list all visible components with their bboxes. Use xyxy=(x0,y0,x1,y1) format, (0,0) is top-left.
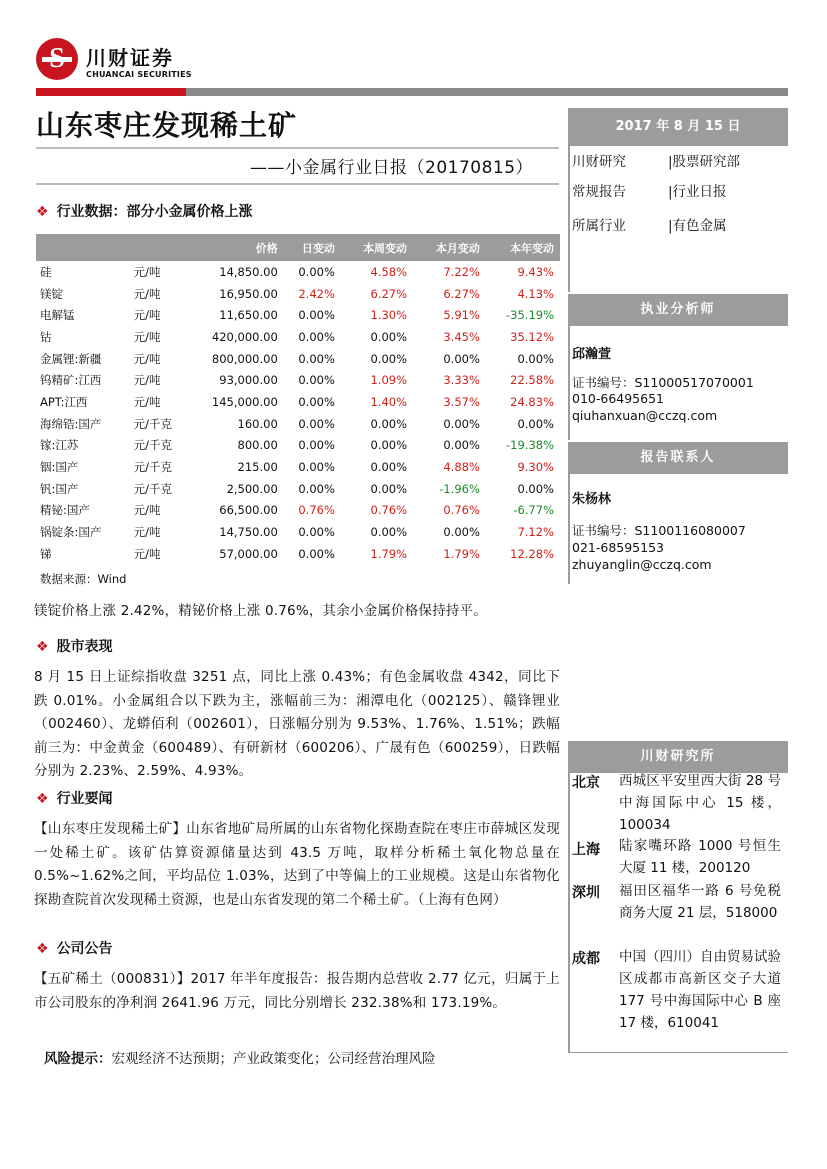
table-row xyxy=(36,391,560,413)
cell-month-change: 0.00% xyxy=(443,351,480,366)
cell-price: 145,000.00 xyxy=(211,394,278,409)
price-table xyxy=(36,234,560,565)
col-month: 本月变动 xyxy=(413,234,486,261)
table-row xyxy=(36,369,560,391)
table-row xyxy=(36,283,560,305)
cell-day-change: 0.00% xyxy=(298,525,335,540)
analyst-heading: 执业分析师 xyxy=(568,294,788,326)
cell-day-change: 0.00% xyxy=(298,308,335,323)
office-city: 上海 xyxy=(572,842,600,858)
cell-week-change: 0.00% xyxy=(370,525,408,540)
cell-day-change: 0.00% xyxy=(298,460,335,475)
cell-year-change: -35.19% xyxy=(506,308,554,323)
cell-month-change: 0.00% xyxy=(443,438,480,453)
cell-price: 420,000.00 xyxy=(211,329,278,344)
cell-price: 16,950.00 xyxy=(219,286,278,301)
cell-day-change: 0.76% xyxy=(298,503,335,518)
cell-unit: 元/吨 xyxy=(133,264,161,279)
col-week: 本周变动 xyxy=(341,234,413,261)
cell-week-change: 0.00% xyxy=(370,329,408,344)
brand-name-en: CHUANCAI SECURITIES xyxy=(86,70,192,79)
table-row xyxy=(36,478,560,500)
cell-name: 锑 xyxy=(40,546,52,561)
cell-year-change: 12.28% xyxy=(510,546,554,561)
cell-unit: 元/吨 xyxy=(133,373,161,388)
cell-name: 精铋:国产 xyxy=(40,503,90,518)
contact-email[interactable]: zhuyanglin@cczq.com xyxy=(572,557,712,572)
meta-key: 川财研究 xyxy=(572,154,626,170)
sidebar-border xyxy=(568,146,570,292)
cell-month-change: 7.22% xyxy=(443,264,480,279)
analyst-name: 邱瀚萱 xyxy=(572,347,612,362)
cell-year-change: 4.13% xyxy=(517,286,554,301)
cell-week-change: 0.00% xyxy=(370,438,408,453)
office-city: 成都 xyxy=(572,951,600,967)
cell-unit: 元/千克 xyxy=(133,416,173,431)
cell-price: 800.00 xyxy=(237,438,278,453)
cell-day-change: 0.00% xyxy=(298,373,335,388)
cell-unit: 元/吨 xyxy=(133,525,161,540)
cell-name: 硅 xyxy=(40,264,52,279)
cell-name: 金属锂:新疆 xyxy=(40,351,102,366)
cell-day-change: 2.42% xyxy=(298,286,335,301)
cell-year-change: 9.43% xyxy=(517,264,554,279)
cell-week-change: 0.00% xyxy=(370,351,408,366)
cell-year-change: 0.00% xyxy=(517,481,554,496)
data-source: 数据来源：Wind xyxy=(40,572,127,586)
cell-week-change: 0.76% xyxy=(370,503,408,518)
office-city: 深圳 xyxy=(572,885,600,901)
cell-week-change: 0.00% xyxy=(370,416,408,431)
cell-month-change: 3.33% xyxy=(443,373,480,388)
cell-unit: 元/千克 xyxy=(133,460,173,475)
logo-letter: S xyxy=(49,43,65,74)
cell-year-change: 0.00% xyxy=(517,416,554,431)
cell-day-change: 0.00% xyxy=(298,394,335,409)
sidebar-border xyxy=(568,773,570,1053)
cell-unit: 元/吨 xyxy=(133,503,161,518)
cell-week-change: 0.00% xyxy=(370,460,408,475)
report-title: 山东枣庄发现稀土矿 xyxy=(36,109,298,142)
cell-unit: 元/吨 xyxy=(133,351,161,366)
cell-day-change: 0.00% xyxy=(298,546,335,561)
cell-day-change: 0.00% xyxy=(298,438,335,453)
cell-month-change: 1.79% xyxy=(443,546,480,561)
cell-day-change: 0.00% xyxy=(298,416,335,431)
cell-year-change: 7.12% xyxy=(517,525,554,540)
cell-year-change: -19.38% xyxy=(506,438,554,453)
cell-month-change: -1.96% xyxy=(439,481,480,496)
office-heading: 川财研究所 xyxy=(568,741,788,773)
meta-key: 所属行业 xyxy=(572,218,626,234)
data-summary: 镁锭价格上涨 2.42%，精铋价格上涨 0.76%，其余小金属价格保持持平。 xyxy=(34,603,487,619)
sidebar-border xyxy=(568,326,570,440)
cell-name: 镓:江苏 xyxy=(40,438,79,453)
cell-week-change: 4.58% xyxy=(370,264,408,279)
brand-logo xyxy=(36,38,78,80)
table-row xyxy=(36,456,560,478)
cell-month-change: 3.45% xyxy=(443,329,480,344)
cell-month-change: 6.27% xyxy=(443,286,480,301)
sidebar-border xyxy=(568,474,570,584)
office-address: 陆家嘴环路 1000 号恒生大厦 11 楼，200120 xyxy=(619,838,781,876)
contact-name: 朱杨林 xyxy=(572,492,612,507)
cell-week-change: 1.09% xyxy=(370,373,408,388)
table-row xyxy=(36,435,560,457)
office-address: 中国（四川）自由贸易试验区成都市高新区交子大道 177 号中海国际中心 B 座 17 楼，610041 xyxy=(619,949,781,1031)
cell-year-change: 9.30% xyxy=(517,460,554,475)
cell-price: 800,000.00 xyxy=(211,351,278,366)
cell-price: 11,650.00 xyxy=(219,308,278,323)
header-divider xyxy=(36,88,788,96)
report-subtitle: ——小金属行业日报（20170815） xyxy=(250,158,534,178)
cell-name: 海绵锆:国产 xyxy=(40,416,102,431)
cell-year-change: -6.77% xyxy=(513,503,554,518)
table-row xyxy=(36,413,560,435)
section-heading-market: ❖ 股市表现 xyxy=(36,639,113,655)
cell-month-change: 0.76% xyxy=(443,503,480,518)
cell-name: APT:江西 xyxy=(40,394,88,409)
col-day: 日变动 xyxy=(284,234,341,261)
cell-week-change: 6.27% xyxy=(370,286,408,301)
table-row xyxy=(36,543,560,565)
table-row xyxy=(36,348,560,370)
cell-unit: 元/吨 xyxy=(133,329,161,344)
section-heading-data: ❖ 行业数据：部分小金属价格上涨 xyxy=(36,204,253,220)
cell-day-change: 0.00% xyxy=(298,351,335,366)
cell-unit: 元/千克 xyxy=(133,438,173,453)
cell-unit: 元/吨 xyxy=(133,394,161,409)
cell-year-change: 22.58% xyxy=(510,373,554,388)
cell-name: 镁锭 xyxy=(40,286,63,301)
meta-value: |行业日报 xyxy=(668,184,727,200)
meta-key: 常规报告 xyxy=(572,184,626,200)
cell-price: 160.00 xyxy=(237,416,278,431)
cell-price: 66,500.00 xyxy=(219,503,278,518)
table-body xyxy=(36,261,560,565)
risk-note: 风险提示：宏观经济不达预期；产业政策变化；公司经营治理风险 xyxy=(44,1051,436,1067)
cell-price: 14,750.00 xyxy=(219,525,278,540)
report-date: 2017 年 8 月 15 日 xyxy=(568,108,788,146)
cell-unit: 元/吨 xyxy=(133,308,161,323)
diamond-bullet-icon: ❖ xyxy=(36,639,49,655)
cell-week-change: 1.79% xyxy=(370,546,408,561)
cell-name: 电解锰 xyxy=(40,308,75,323)
diamond-bullet-icon: ❖ xyxy=(36,791,49,807)
cell-name: 钨精矿:江西 xyxy=(40,373,102,388)
contact-phone: 021-68595153 xyxy=(572,540,664,555)
section-heading-news: ❖ 行业要闻 xyxy=(36,791,113,807)
cell-name: 钒:国产 xyxy=(40,481,79,496)
cell-month-change: 4.88% xyxy=(443,460,480,475)
cell-day-change: 0.00% xyxy=(298,481,335,496)
cell-year-change: 35.12% xyxy=(510,329,554,344)
office-city: 北京 xyxy=(572,775,600,791)
news-body: 【山东枣庄发现稀土矿】山东省地矿局所属的山东省物化探勘查院在枣庄市薛城区发现一处稀土矿。该矿估算资源储量达到 43.5 万吨，取样分析稀土氧化物总量在 0.5%~1.62%之间，平均品位 1.03%，达到了中等偏上的工业规模。这是山东省物化探勘查院首次发现稀土资源，也是山东省发现的第二个稀土矿。（上海有色网） xyxy=(34,821,560,908)
table-row xyxy=(36,304,560,326)
contact-heading: 报告联系人 xyxy=(568,442,788,474)
cell-price: 93,000.00 xyxy=(219,373,278,388)
cell-week-change: 1.40% xyxy=(370,394,408,409)
table-header-row xyxy=(36,234,560,261)
col-unit xyxy=(134,234,200,261)
cell-month-change: 3.57% xyxy=(443,394,480,409)
cell-month-change: 0.00% xyxy=(443,525,480,540)
cell-price: 215.00 xyxy=(237,460,278,475)
cell-year-change: 24.83% xyxy=(510,394,554,409)
analyst-cert: 证书编号：S11000517070001 xyxy=(572,375,754,390)
cell-year-change: 0.00% xyxy=(517,351,554,366)
subtitle-rule xyxy=(36,183,559,185)
cell-name: 铟:国产 xyxy=(40,460,79,475)
cell-price: 14,850.00 xyxy=(219,264,278,279)
cell-name: 锅锭条:国产 xyxy=(40,525,102,540)
col-name xyxy=(36,234,134,261)
company-body: 【五矿稀土（000831）】2017 年半年度报告：报告期内总营收 2.77 亿元，归属于上市公司股东的净利润 2641.96 万元，同比分别增长 232.38%和 173.19%。 xyxy=(34,971,560,1011)
table-row xyxy=(36,500,560,522)
contact-cert: 证书编号：S1100116080007 xyxy=(572,523,746,538)
brand-name-cn: 川财证券 xyxy=(86,46,174,70)
cell-price: 2,500.00 xyxy=(226,481,278,496)
diamond-bullet-icon: ❖ xyxy=(36,941,49,957)
cell-unit: 元/吨 xyxy=(133,546,161,561)
cell-month-change: 5.91% xyxy=(443,308,480,323)
title-rule xyxy=(36,147,559,149)
office-address: 西城区平安里西大街 28 号中海国际中心 15 楼，100034 xyxy=(619,773,781,833)
table-row xyxy=(36,326,560,348)
table-row xyxy=(36,521,560,543)
table-row xyxy=(36,261,560,283)
meta-value: |股票研究部 xyxy=(668,154,741,170)
sidebar-bottom-rule xyxy=(568,1052,788,1053)
office-address: 福田区福华一路 6 号免税商务大厦 21 层，518000 xyxy=(619,883,781,921)
section-heading-company: ❖ 公司公告 xyxy=(36,941,113,957)
analyst-phone: 010-66495651 xyxy=(572,391,664,406)
cell-day-change: 0.00% xyxy=(298,264,335,279)
cell-name: 钴 xyxy=(40,329,52,344)
meta-value: |有色金属 xyxy=(668,218,727,234)
cell-day-change: 0.00% xyxy=(298,329,335,344)
cell-week-change: 1.30% xyxy=(370,308,408,323)
cell-unit: 元/千克 xyxy=(133,481,173,496)
cell-unit: 元/吨 xyxy=(133,286,161,301)
col-price: 价格 xyxy=(200,234,284,261)
analyst-email[interactable]: qiuhanxuan@cczq.com xyxy=(572,408,718,423)
cell-price: 57,000.00 xyxy=(219,546,278,561)
cell-month-change: 0.00% xyxy=(443,416,480,431)
cell-week-change: 0.00% xyxy=(370,481,408,496)
diamond-bullet-icon: ❖ xyxy=(36,204,49,220)
market-body: 8 月 15 日上证综指收盘 3251 点，同比上涨 0.43%；有色金属收盘 4342，同比下跌 0.01%。小金属组合以下跌为主，涨幅前三为：湘潭电化（002125）、赣锋锂业（002460）、龙蟒佰利（002601），日涨幅分别为 9.53%、1.76%、1.51%；跌幅前三为：中金黄金（600489）、有研新材（600206）、广晟有色（600259），日跌幅分别为 2.23%、2.59%、4.93%。 xyxy=(34,669,560,779)
col-year: 本年变动 xyxy=(486,234,560,261)
